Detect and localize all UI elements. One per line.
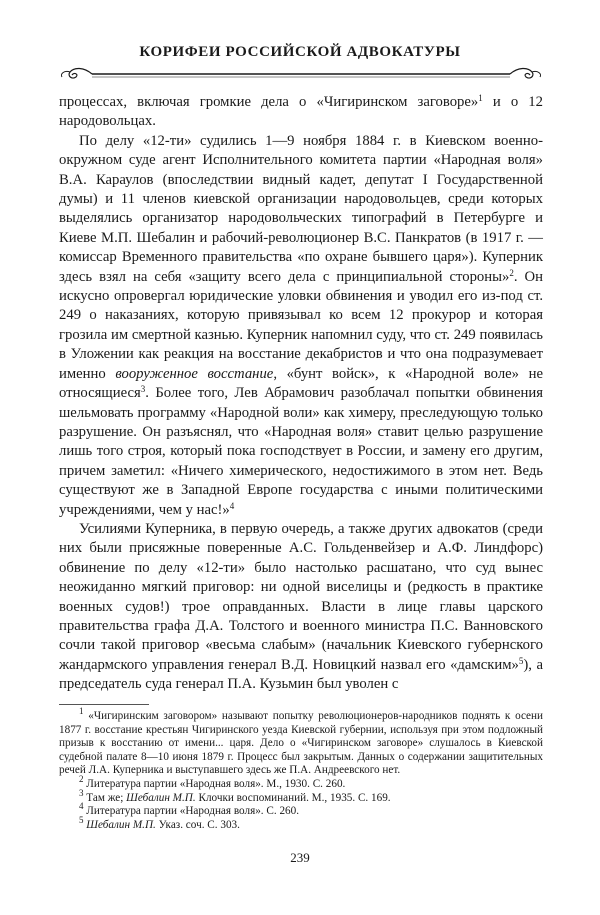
footnote: $^1$ «Чигиринским заговором» называют попытку революционеров-народников поднять к осени 1877 г. восстание крестьян Чигиринского уезда Киевской губернии, используя при этом подложный призыв к восстанию от имени... царя. Дело о «Чигиринском заговоре» слушалось в Киевской судебной палате 8—10 июня 1879 г. Процесс был закрытым. Данных о содержании защитительных речей Л.А. Куперника и выступавшего здесь же П.А. Андреевского нет.: [59, 706, 543, 777]
paragraph: процессах, включая громкие дела о «Чигиринском заговоре»$^1$ и о 12 народовольцах.: [59, 93, 543, 130]
footnote-ref[interactable]: 5: [518, 655, 524, 666]
running-head: КОРИФЕИ РОССИЙСКОЙ АДВОКАТУРЫ: [139, 44, 461, 60]
footnote: $^4$ Литература партии «Народная воля». С. 260.: [79, 801, 300, 818]
footnote: $^2$ Литература партии «Народная воля». М., 1930. С. 260.: [79, 773, 346, 790]
footnote-ref[interactable]: 3: [140, 384, 146, 395]
paragraph: По делу «12-ти» судились 1—9 ноября 1884 г. в Киевском военно-окружном суде агент Исполнительного комитета партии «Народная воля» В.А. Караулов (впоследствии видный кадет, депутат I Государственной думы) и 11 членов киевской организации народовольцев, среди которых выделялись организатор народовольческих типографий в Петербурге и Киеве М.П. Шебалин и рабочий-революционер В.С. Панкратов (в 1917 г. — комиссар Временного правительства «по охране бывшего царя»). Куперник здесь взял на себя «защиту всего дела с принципиальной стороны»$^2$. Он искусно опровергал юридические уловки обвинения и уводил его из-под ст. 249 о наказаниях, которую привязывал ко всем 12 прокурор и которая грозила им смертной казнью. Куперник напомнил суду, что ст. 249 появилась в Уложении как реакция на восстание декабристов и что она подразумевает именно вооруженное восстание, «бунт войск», к «Народной воле» не относящиеся$^3$. Более того, Лев Абрамович разоблачал попытки обвинения шельмовать программу «Народной воли» как химеру, преследующую только разрушение. Он разъяснял, что «Народная воля» ставит целью разрушение лишь того строя, который пока господствует в России, и замену его другим, причем заметил: «Ничего химерического, недостижимого в этом нет. Ведь существуют же в Западной Европе государства с иными политическими учреждениями, чем у нас!»$^4$: [59, 132, 543, 518]
body-text: [59, 93, 543, 695]
ornamental-rule: [58, 66, 544, 82]
footnotes: [59, 706, 543, 832]
emphasis: вооруженное восстание: [115, 365, 274, 382]
footnote-divider: [59, 704, 149, 705]
footnote-ref[interactable]: 1: [478, 93, 483, 103]
footnote: $^5$ Шебалин М.П. Указ. соч. С. 303.: [79, 814, 240, 831]
page-number: 239: [290, 850, 310, 865]
paragraph: Усилиями Куперника, в первую очередь, а также других адвокатов (среди них были присяжные поверенные А.С. Гольденвейзер и А.Ф. Линдфорс) обвинение по делу «12-ти» было настолько расшатано, что суд вынес неожиданно мягкий приговор: ни одной виселицы и (редкость в практике военных судов!) трое оправданных. Власти в лице главы царского правительства графа Д.А. Толстого и военного министра П.С. Ванновского сочли такой приговор «весьма слабым» (начальник Киевского губернского жандармского управления генерал В.Д. Новицкий назвал его «дамским»$^5$), а председатель суда генерал П.А. Кузьмин был уволен с: [59, 520, 543, 693]
footnote-ref[interactable]: 2: [509, 267, 514, 278]
footnote: $^3$ Там же; Шебалин М.П. Клочки воспоминаний. М., 1935. С. 169.: [79, 787, 391, 804]
footnote-ref[interactable]: 4: [229, 500, 235, 511]
